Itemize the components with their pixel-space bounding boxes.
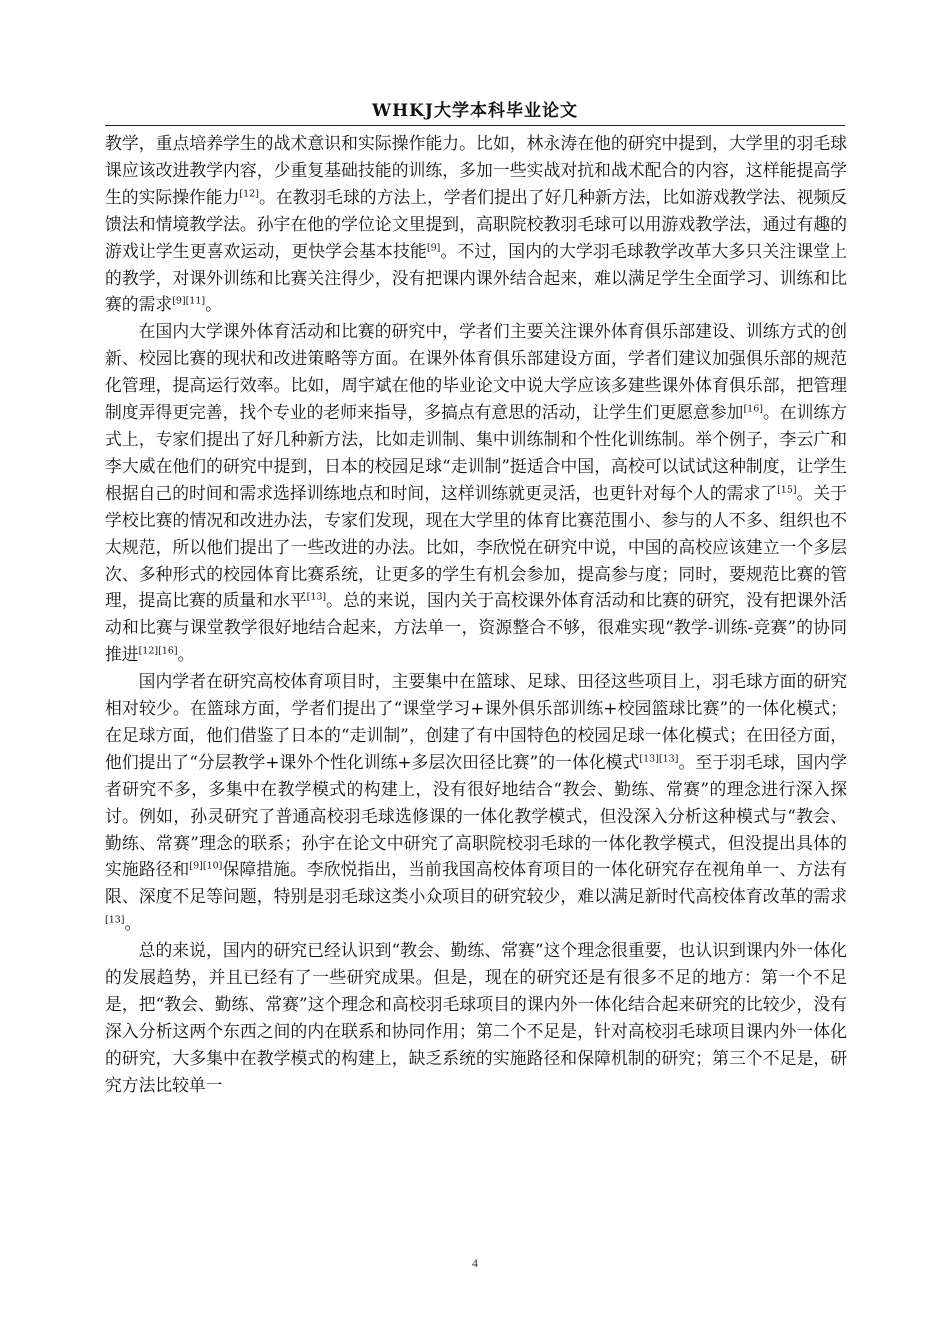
page-number: 4 — [472, 1256, 478, 1270]
paragraph — [105, 130, 847, 318]
citation-ref: [9] — [426, 242, 441, 254]
paragraph-text: 总的来说，国内的研究已经认识到“教会、勤练、常赛”这个理念很重要，也认识到课内外一体化的发展趋势，并且已经有了一些研究成果。但是，现在的研究还是有很多不足的地方：第一个不足是，把“教会、勤练、常赛”这个理念和高校羽毛球项目的课内外一体化结合起来研究的比较少，没有深入分析这两个东西之间的内在联系和协同作用；第二个不足是，针对高校羽毛球项目课内外一体化的研究，大多集中在教学模式的构建上，缺乏系统的实施路径和保障机制的研究；第三个不足是，研究方法比较单一 — [105, 940, 847, 1095]
paragraph — [105, 318, 847, 668]
running-header: WHKJ大学本科毕业论文 — [372, 101, 578, 121]
paragraph-text: 。在训练方式上，专家们提出了好几种新方法，比如走训制、集中训练制和个性化训练制。举个例子，李云广和李大威在他们的研究中提到，日本的校园足球“走训制”挺适合中国，高校可以试试这种制度，让学生根据自己的时间和需求选择训练地点和时间，这样训练就更灵活，也更针对每个人的需求了 — [105, 402, 847, 503]
paragraph-text: 。 — [177, 644, 195, 665]
paragraph-text: 保障措施。李欣悦指出，当前我国高校体育项目的一体化研究存在视角单一、方法有限、深度不足等问题，特别是羽毛球这类小众项目的研究较少，难以满足新时代高校体育改革的需求 — [105, 859, 847, 907]
citation-ref: [16] — [743, 403, 763, 415]
paragraph-text: 。总的来说，国内关于高校课外体育活动和比赛的研究，没有把课外活动和比赛与课堂教学很好地结合起来，方法单一，资源整合不够，很难实现“教学-训练-竞赛”的协同推进 — [105, 590, 847, 665]
citation-ref: [13] — [105, 914, 125, 926]
citation-ref: [12][16] — [138, 645, 178, 657]
paragraph-text: 。关于学校比赛的情况和改进办法，专家们发现，现在大学里的体育比赛范围小、参与的人不多、组织也不太规范，所以他们提出了一些改进的办法。比如，李欣悦在研究中说，中国的高校应该建立一个多层次、多种形式的校园体育比赛系统，让更多的学生有机会参加，提高参与度；同时，要规范比赛的管理，提高比赛的质量和水平 — [105, 482, 847, 611]
paragraph — [105, 668, 847, 937]
body-text — [105, 130, 847, 1099]
paragraph-text: 。 — [205, 294, 222, 315]
paragraph-text: 教学，重点培养学生的战术意识和实际操作能力。比如，林永涛在他的研究中提到，大学里的羽毛球课应该改进教学内容，少重复基础技能的训练，多加一些实战对抗和战术配合的内容，这样能提高学生的实际操作能力 — [105, 133, 847, 207]
paragraph — [105, 937, 847, 1098]
paragraph-text: 。在教羽毛球的方法上，学者们提出了好几种新方法，比如游戏教学法、视频反馈法和情境教学法。孙宇在他的学位论文里提到，高职院校教羽毛球可以用游戏教学法，通过有趣的游戏让学生更喜欢运动，更快学会基本技能 — [105, 186, 847, 261]
citation-ref: [9][11] — [172, 295, 206, 307]
paragraph-text: 。 — [124, 913, 142, 934]
paragraph-text: 。不过，国内的大学羽毛球教学改革大多只关注课堂上的教学，对课外训练和比赛关注得少，没有把课内课外结合起来，难以满足学生全面学习、训练和比赛的需求 — [105, 240, 847, 315]
header-rule — [105, 125, 845, 126]
paragraph-text: 。至于羽毛球，国内学者研究不多，多集中在教学模式的构建上，没有很好地结合“教会、勤练、常赛”的理念进行深入探讨。例如，孙灵研究了普通高校羽毛球选修课的一体化教学模式，但没深入分析这种模式与“教会、勤练、常赛”理念的联系；孙宇在论文中研究了高职院校羽毛球的一体化教学模式，但没提出具体的实施路径和 — [105, 751, 847, 880]
citation-ref: [12] — [239, 188, 259, 200]
citation-ref: [9][10] — [189, 860, 223, 872]
citation-ref: [13] — [306, 591, 327, 603]
paragraph-text: 国内学者在研究高校体育项目时，主要集中在篮球、足球、田径这些项目上，羽毛球方面的研究相对较少。在篮球方面，学者们提出了“课堂学习+课外俱乐部训练+校园篮球比赛”的一体化模式；在足球方面，他们借鉴了日本的“走训制”，创建了有中国特色的校园足球一体化模式；在田径方面，他们提出了“分层教学+课外个性化训练+多层次田径比赛”的一体化模式 — [105, 671, 847, 772]
paragraph-text: 在国内大学课外体育活动和比赛的研究中，学者们主要关注课外体育俱乐部建设、训练方式的创新、校园比赛的现状和改进策略等方面。在课外体育俱乐部建设方面，学者们建议加强俱乐部的规范化管理，提高运行效率。比如，周宇斌在他的毕业论文中说大学应该多建些课外体育俱乐部，把管理制度弄得更完善，找个专业的老师来指导，多搞点有意思的活动，让学生们更愿意参加 — [105, 321, 847, 423]
citation-ref: [15] — [777, 484, 797, 496]
citation-ref: [13][13] — [639, 753, 679, 765]
